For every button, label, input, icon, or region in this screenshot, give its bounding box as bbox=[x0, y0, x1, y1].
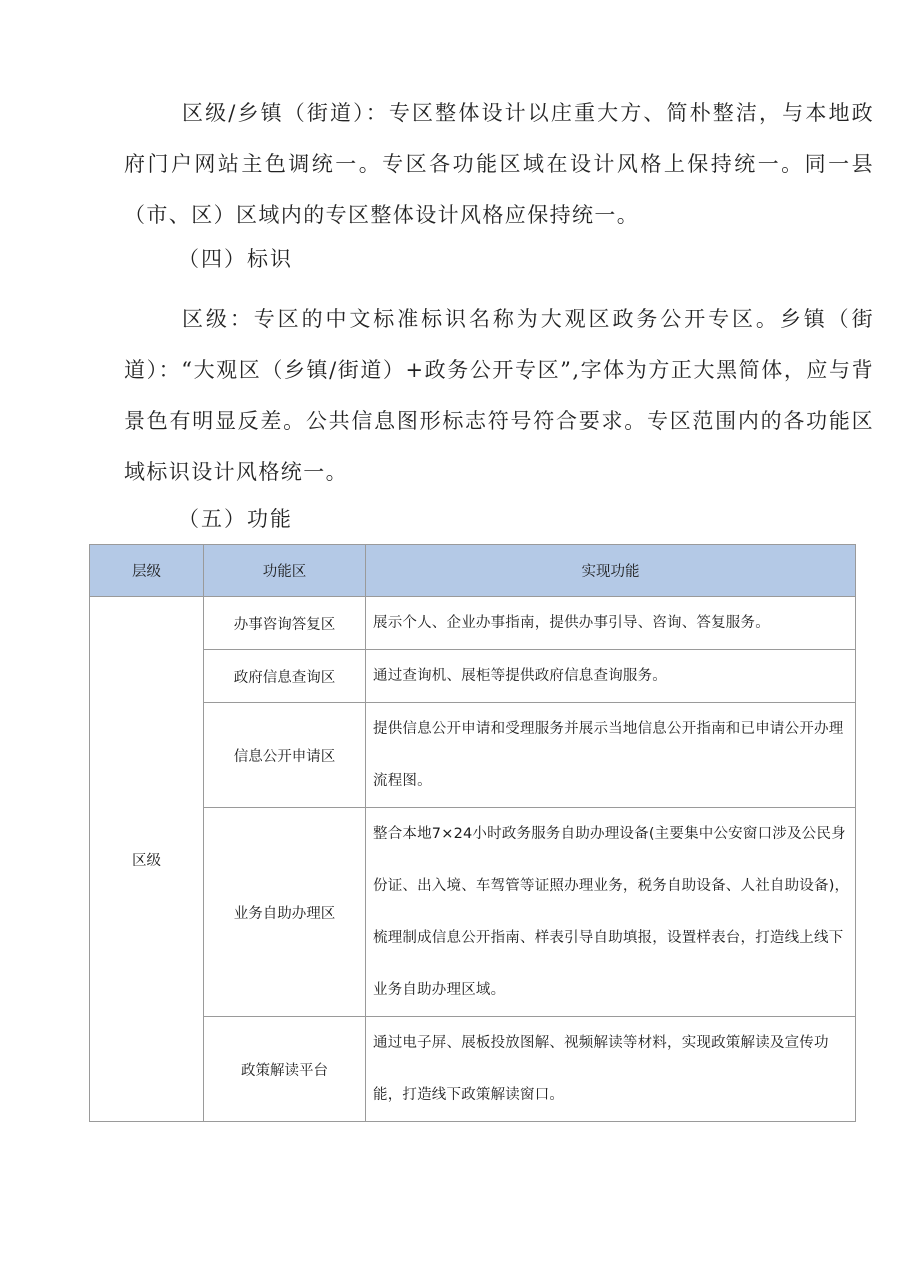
area-cell: 政策解读平台 bbox=[204, 1017, 366, 1122]
desc-cell: 整合本地7×24小时政务服务自助办理设备(主要集中公安窗口涉及公民身份证、出入境、车驾管等证照办理业务，税务自助设备、人社自助设备)，梳理制成信息公开指南、样表引导自助填报，设置样表台，打造线上线下业务自助办理区域。 bbox=[366, 808, 856, 1017]
table-header-row bbox=[90, 545, 856, 597]
area-cell: 政府信息查询区 bbox=[204, 650, 366, 703]
level-cell: 区级 bbox=[90, 597, 204, 1122]
table-row bbox=[90, 1017, 856, 1122]
area-cell: 信息公开申请区 bbox=[204, 703, 366, 808]
header-level: 层级 bbox=[90, 545, 204, 597]
desc-cell: 展示个人、企业办事指南，提供办事引导、咨询、答复服务。 bbox=[366, 597, 856, 650]
desc-cell: 通过电子屏、展板投放图解、视频解读等材料，实现政策解读及宣传功能，打造线下政策解读窗口。 bbox=[366, 1017, 856, 1122]
header-function: 实现功能 bbox=[366, 545, 856, 597]
table-row bbox=[90, 703, 856, 808]
desc-cell: 提供信息公开申请和受理服务并展示当地信息公开指南和已申请公开办理流程图。 bbox=[366, 703, 856, 808]
section-heading-function: （五）功能 bbox=[178, 507, 293, 531]
desc-cell: 通过查询机、展柜等提供政府信息查询服务。 bbox=[366, 650, 856, 703]
table-row bbox=[90, 597, 856, 650]
section-heading-logo: （四）标识 bbox=[178, 247, 293, 271]
function-table bbox=[89, 544, 856, 1122]
table-row bbox=[90, 808, 856, 1017]
paragraph-design-style: 区级/乡镇（街道）：专区整体设计以庄重大方、简朴整洁，与本地政府门户网站主色调统一。专区各功能区域在设计风格上保持统一。同一县（市、区）区域内的专区整体设计风格应保持统一。 bbox=[124, 101, 874, 227]
area-cell: 办事咨询答复区 bbox=[204, 597, 366, 650]
paragraph-logo: 区级：专区的中文标准标识名称为大观区政务公开专区。乡镇（街道）：“大观区（乡镇/街道）+政务公开专区”,字体为方正大黑简体，应与背景色有明显反差。公共信息图形标志符号符合要求。专区范围内的各功能区域标识设计风格统一。 bbox=[124, 307, 874, 484]
header-area: 功能区 bbox=[204, 545, 366, 597]
area-cell: 业务自助办理区 bbox=[204, 808, 366, 1017]
table-row bbox=[90, 650, 856, 703]
